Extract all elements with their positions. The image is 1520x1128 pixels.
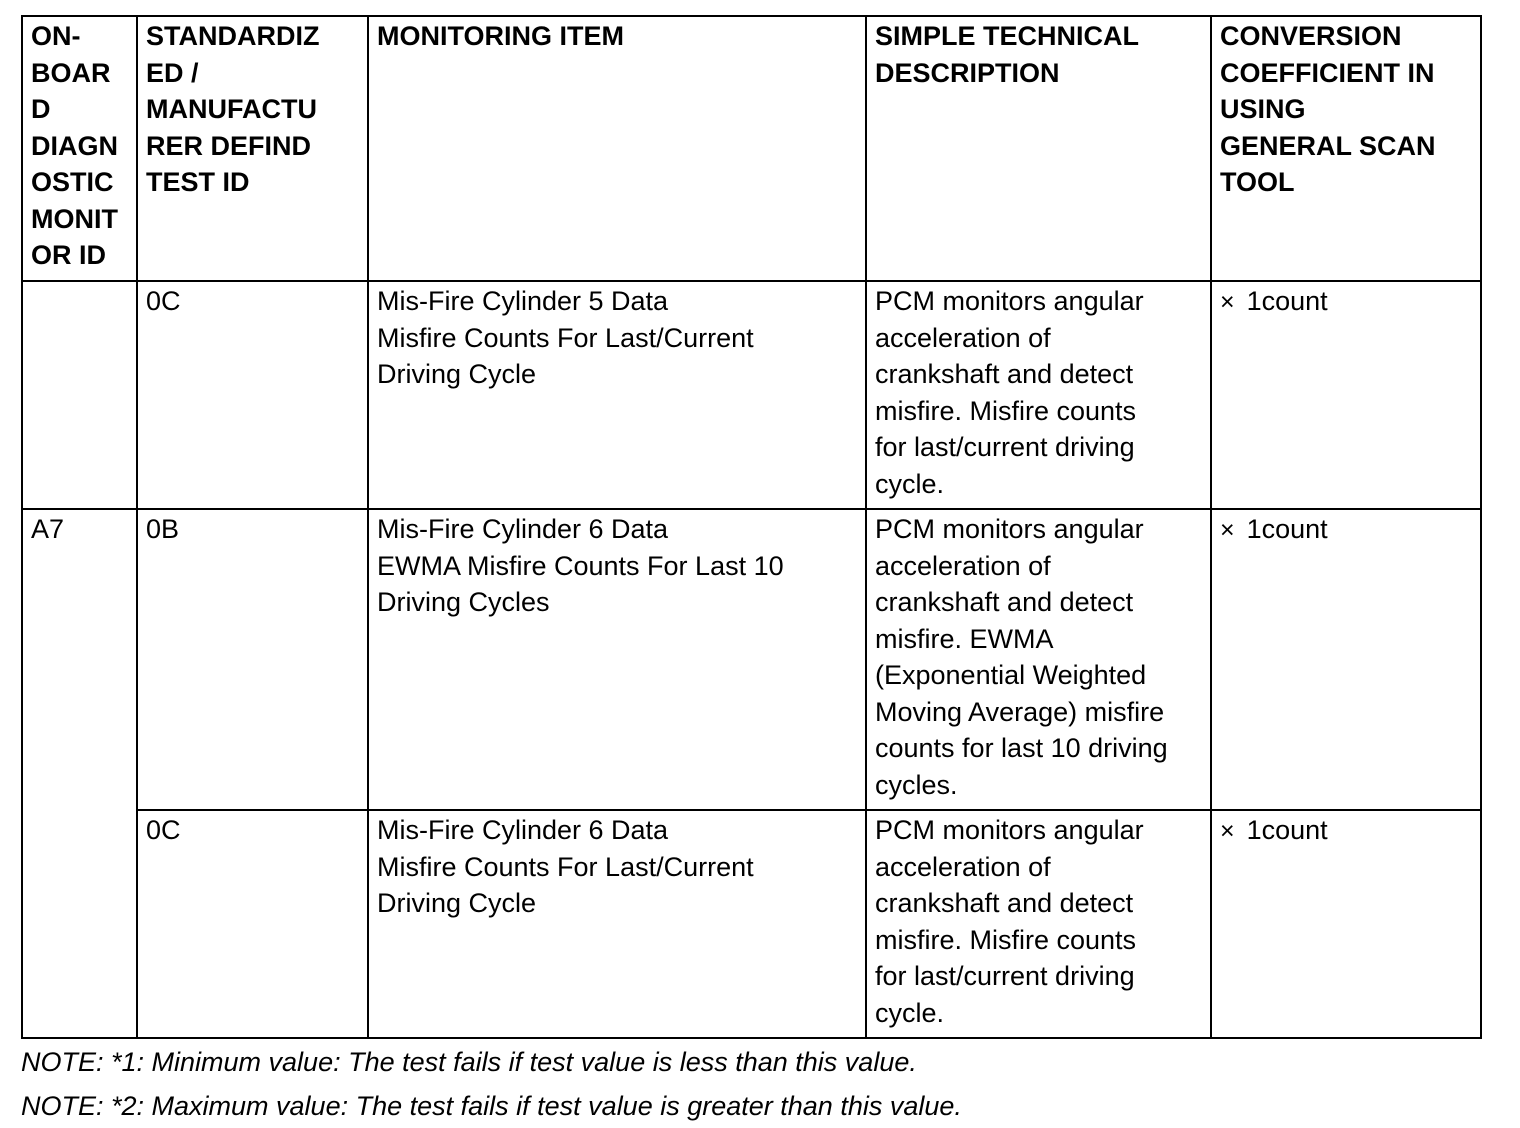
monitor-id-cell (22, 281, 137, 509)
table-row (22, 509, 1481, 810)
notes (21, 1040, 1491, 1128)
header-conversion: CONVERSION COEFFICIENT IN USING GENERAL SCAN TOOL (1211, 16, 1481, 281)
monitor-test-table (21, 15, 1482, 1039)
conversion-cell (1211, 810, 1481, 1038)
monitor-id-cell: A7 (22, 509, 137, 1038)
description-cell: PCM monitors angular acceleration of crankshaft and detect misfire. EWMA (Exponential Weighted Moving Average) misfire counts for last 10 driving cycles. (866, 509, 1211, 810)
monitoring-item-cell: Mis-Fire Cylinder 6 Data Misfire Counts For Last/Current Driving Cycle (368, 810, 866, 1038)
header-test-id: STANDARDIZ ED / MANUFACTU RER DEFIND TEST ID (137, 16, 368, 281)
test-id-cell: 0C (137, 810, 368, 1038)
conversion-value: 1count (1246, 514, 1328, 544)
monitoring-item-cell: Mis-Fire Cylinder 5 Data Misfire Counts For Last/Current Driving Cycle (368, 281, 866, 509)
conversion-value: 1count (1246, 815, 1328, 845)
conversion-value: 1count (1246, 286, 1328, 316)
test-id-cell: 0B (137, 509, 368, 810)
header-monitor-id: ON- BOAR D DIAGN OSTIC MONIT OR ID (22, 16, 137, 281)
table-header-row (22, 16, 1481, 281)
description-cell: PCM monitors angular acceleration of crankshaft and detect misfire. Misfire counts for last/current driving cycle. (866, 281, 1211, 509)
note-minimum-value: NOTE: *1: Minimum value: The test fails if test value is less than this value. (21, 1047, 917, 1077)
table-row (22, 810, 1481, 1038)
multiply-symbol: × (1220, 288, 1235, 316)
conversion-cell (1211, 509, 1481, 810)
description-cell: PCM monitors angular acceleration of crankshaft and detect misfire. Misfire counts for last/current driving cycle. (866, 810, 1211, 1038)
multiply-symbol: × (1220, 516, 1235, 544)
test-id-cell: 0C (137, 281, 368, 509)
header-description: SIMPLE TECHNICAL DESCRIPTION (866, 16, 1211, 281)
table-row (22, 281, 1481, 509)
conversion-cell (1211, 281, 1481, 509)
multiply-symbol: × (1220, 817, 1235, 845)
monitoring-item-cell: Mis-Fire Cylinder 6 Data EWMA Misfire Counts For Last 10 Driving Cycles (368, 509, 866, 810)
note-maximum-value: NOTE: *2: Maximum value: The test fails if test value is greater than this value. (21, 1091, 962, 1121)
header-monitoring-item: MONITORING ITEM (368, 16, 866, 281)
